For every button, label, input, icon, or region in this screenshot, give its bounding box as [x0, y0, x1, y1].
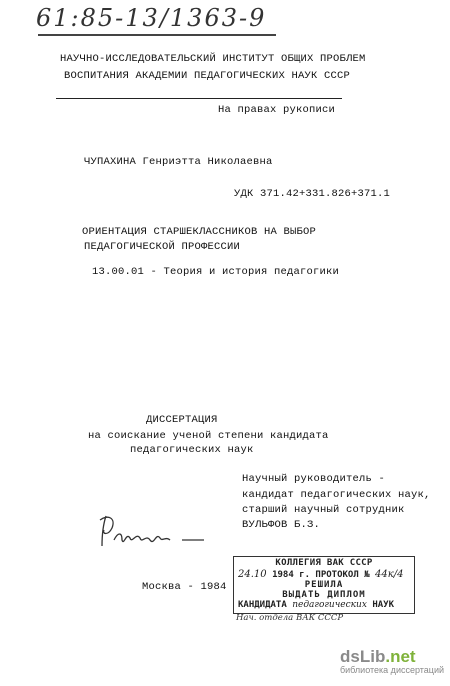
place-and-year: Москва - 1984	[142, 581, 227, 593]
signature-image	[96, 510, 216, 560]
stamp-line-5	[238, 600, 418, 610]
institute-line-1: НАУЧНО-ИССЛЕДОВАТЕЛЬСКИЙ ИНСТИТУТ ОБЩИХ ПРОБЛЕМ	[60, 53, 366, 65]
supervisor-line-4: ВУЛЬФОВ Б.З.	[242, 519, 321, 531]
institute-line-2: ВОСПИТАНИЯ АКАДЕМИИ ПЕДАГОГИЧЕСКИХ НАУК СССР	[64, 70, 351, 82]
supervisor-line-2: кандидат педагогических наук,	[242, 489, 431, 501]
stamp-degree-prefix: КАНДИДАТА	[238, 600, 287, 610]
title-line-2: ПЕДАГОГИЧЕСКОЙ ПРОФЕССИИ	[84, 241, 241, 253]
archive-number-underline	[38, 34, 276, 36]
stamp-line-1: КОЛЛЕГИЯ ВАК СССР	[275, 558, 373, 568]
dslib-logo-domain: .net	[385, 647, 416, 666]
stamp-line-6: Нач. отдела ВАК СССР	[236, 613, 344, 623]
dslib-caption: библиотека диссертаций	[340, 665, 445, 675]
dissertation-line-3: педагогических наук	[130, 444, 254, 456]
header-rule	[56, 98, 342, 99]
author-name: ЧУПАХИНА Генриэтта Николаевна	[84, 156, 273, 168]
manuscript-rights: На правах рукописи	[218, 104, 336, 116]
dslib-watermark	[340, 647, 444, 675]
specialty-code: 13.00.01 - Теория и история педагогики	[92, 266, 340, 278]
stamp-degree-suffix: НАУК	[372, 600, 395, 610]
dissertation-line-2: на соискание ученой степени кандидата	[88, 430, 329, 442]
supervisor-line-3: старший научный сотрудник	[242, 504, 405, 516]
vak-approval-stamp	[233, 556, 415, 614]
title-line-1: ОРИЕНТАЦИЯ СТАРШЕКЛАССНИКОВ НА ВЫБОР	[82, 226, 317, 238]
stamp-protocol-number: 44к/4	[375, 569, 404, 580]
stamp-line-2	[238, 569, 418, 580]
dissertation-heading: ДИССЕРТАЦИЯ	[146, 414, 218, 426]
udc-code: УДК 371.42+331.826+371.1	[234, 188, 391, 200]
supervisor-line-1: Научный руководитель -	[242, 473, 386, 485]
archive-number: 61:85-13/1363-9	[36, 4, 267, 32]
stamp-protocol-label: ПРОТОКОЛ №	[315, 570, 370, 580]
stamp-date: 24.10	[238, 569, 267, 580]
stamp-year: 1984 г.	[272, 570, 310, 580]
stamp-line-3: РЕШИЛА	[304, 580, 344, 590]
stamp-degree-hand: педагогических	[292, 600, 367, 610]
dslib-logo	[340, 647, 444, 667]
stamp-line-4: ВЫДАТЬ ДИПЛОМ	[282, 590, 366, 600]
dslib-logo-name: dsLib	[340, 647, 386, 666]
